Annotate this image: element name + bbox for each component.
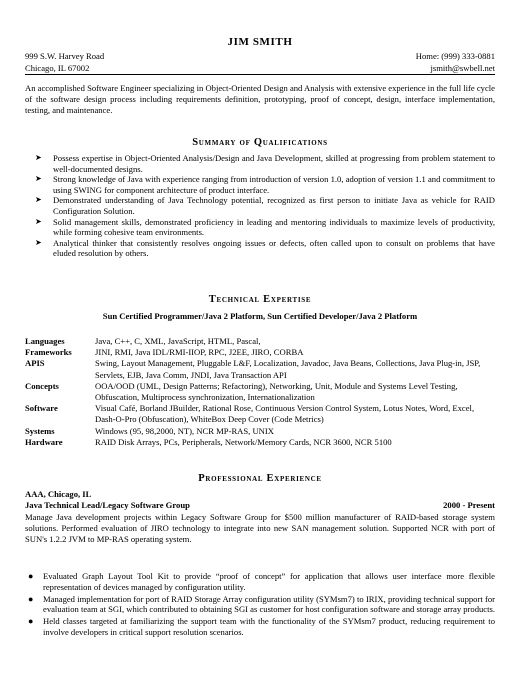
- skill-row: [25, 336, 495, 347]
- skills-table: [25, 336, 495, 448]
- skill-label: APIS: [25, 358, 45, 369]
- arrow-bullet-icon: ➤: [35, 195, 42, 205]
- employer-name: AAA, Chicago, IL: [25, 489, 92, 499]
- skill-label: Hardware: [25, 436, 63, 447]
- skill-label: Frameworks: [25, 347, 72, 358]
- skill-row: [25, 347, 495, 358]
- candidate-name: JIM SMITH: [227, 36, 293, 48]
- qualifications-list: [35, 153, 495, 259]
- qualification-item: [35, 238, 495, 259]
- qualification-item: [35, 153, 495, 174]
- email: jsmith@swbell.net: [430, 63, 495, 73]
- job-dates: 2000 - Present: [443, 500, 495, 510]
- skill-label: Software: [25, 403, 58, 414]
- skill-label: Systems: [25, 425, 55, 436]
- achievements-list: [25, 571, 495, 639]
- achievement-text: Evaluated Graph Layout Tool Kit to provide “proof of concept” for application that allows user interface more flexible representation of devices managed by configuration utility.: [43, 571, 495, 592]
- arrow-bullet-icon: ➤: [35, 174, 42, 184]
- skill-row: [25, 437, 495, 448]
- qualification-text: Demonstrated understanding of Java Technology potential, recognized as first person to initiate Java as vehicle for RAID Configuration Solution.: [53, 195, 495, 216]
- arrow-bullet-icon: ➤: [35, 237, 42, 247]
- skill-value: JINI, RMI, Java IDL/RMI-IIOP, RPC, J2EE, JIRO, CORBA: [95, 347, 304, 358]
- achievement-text: Held classes targeted at familiarizing the support team with the functionality of the SYMsm7 product, reducing requirement to involve developers in critical support resolution scenarios.: [43, 616, 495, 637]
- achievement-item: [25, 571, 495, 593]
- experience-heading: Professional Experience: [198, 473, 322, 484]
- skill-row: [25, 381, 495, 403]
- skill-value: Java, C++, C, XML, JavaScript, HTML, Pascal,: [95, 336, 261, 346]
- qualifications-heading: Summary of Qualifications: [192, 137, 328, 148]
- achievement-text: Managed implementation for port of RAID Storage Array configuration utility (SYMsm7) to IRIX, providing technical support for evaluation team at SGI, which contributed to obtaining SGI as customer for host configuration software and storage array products.: [43, 593, 496, 615]
- skill-label: Concepts: [25, 380, 59, 391]
- qualification-item: [35, 195, 495, 216]
- technical-heading: Technical Expertise: [208, 294, 312, 305]
- address-block: [25, 50, 265, 74]
- qualification-text: Possess expertise in Object-Oriented Analysis/Design and Java Development, skilled at progressing from problem statement to well-documented designs.: [53, 153, 495, 174]
- achievement-item: [25, 616, 495, 638]
- phone: Home: (999) 333-0881: [415, 51, 495, 61]
- address-line-1: 999 S.W. Harvey Road: [25, 51, 105, 61]
- skill-row: [25, 403, 495, 425]
- skill-row: [25, 358, 495, 380]
- bullet-icon: ●: [28, 593, 34, 604]
- qualification-text: Strong knowledge of Java with experience ranging from introduction of version 1.0, adoption of version 1.1 and commitment to using SWING for component architecture of product interface.: [53, 174, 495, 195]
- job-description: Manage Java development projects within Legacy Software Group for $500 million manufacturer of RAID-based storage system solutions. Performed evaluation of JIRO technology to integrate into new SAN management solution. Supported NCR with port of SUN's 1.2.2 JVM to MP-RAS operating system.: [25, 512, 495, 544]
- summary-paragraph: An accomplished Software Engineer specializing in Object-Oriented Design and Analysis with extensive experience in the full life cycle of the software design process including requirements definition, prototyping, proof of concept, design, interface implementation, testing, and maintenance.: [25, 83, 495, 116]
- skill-label: Languages: [25, 336, 65, 346]
- job-title: Java Technical Lead/Legacy Software Group: [25, 500, 190, 510]
- qualification-item: [35, 174, 495, 195]
- qualification-item: [35, 217, 495, 238]
- arrow-bullet-icon: ➤: [35, 153, 42, 162]
- skill-row: [25, 426, 495, 437]
- skill-value: Windows (95, 98,2000, NT), NCR MP-RAS, UNIX: [95, 425, 274, 436]
- address-line-2: Chicago, IL 67002: [25, 63, 90, 73]
- skill-value: Swing, Layout Management, Pluggable L&F, Localization, Javadoc, Java Beans, Collections, Java Plug-in, JSP, Servlets, EJB, Java Comm, JNDI, Java Transaction API: [95, 358, 481, 380]
- bullet-icon: ●: [28, 571, 34, 581]
- skill-value: OOA/OOD (UML, Design Patterns; Refactoring), Networking, Unit, Module and Systems Level Testing, Obfuscation, Multiprocess synchronization, Internationalization: [95, 380, 458, 403]
- arrow-bullet-icon: ➤: [35, 216, 42, 226]
- contact-block: [255, 50, 495, 74]
- qualification-text: Analytical thinker that consistently resolves ongoing issues or defects, often called upon to consult on problems that have eluded resolution by others.: [53, 237, 495, 259]
- qualification-text: Solid management skills, demonstrated proficiency in leading and mentoring individuals to maximize levels of productivity, while forming cohesive team environments.: [53, 216, 495, 238]
- header-divider: [25, 74, 495, 75]
- achievement-item: [25, 594, 495, 616]
- skill-value: Visual Café, Borland JBuilder, Rational Rose, Continuous Version Control System, Lotus Notes, Word, Excel, Dash-O-Pro (Obfuscation), WhiteBox Deep Cover (Code Metrics): [95, 403, 475, 425]
- skill-value: RAID Disk Arrays, PCs, Peripherals, Network/Memory Cards, NCR 3600, NCR 5100: [95, 436, 392, 447]
- bullet-icon: ●: [28, 616, 34, 627]
- certification-line: Sun Certified Programmer/Java 2 Platform, Sun Certified Developer/Java 2 Platform: [102, 311, 418, 321]
